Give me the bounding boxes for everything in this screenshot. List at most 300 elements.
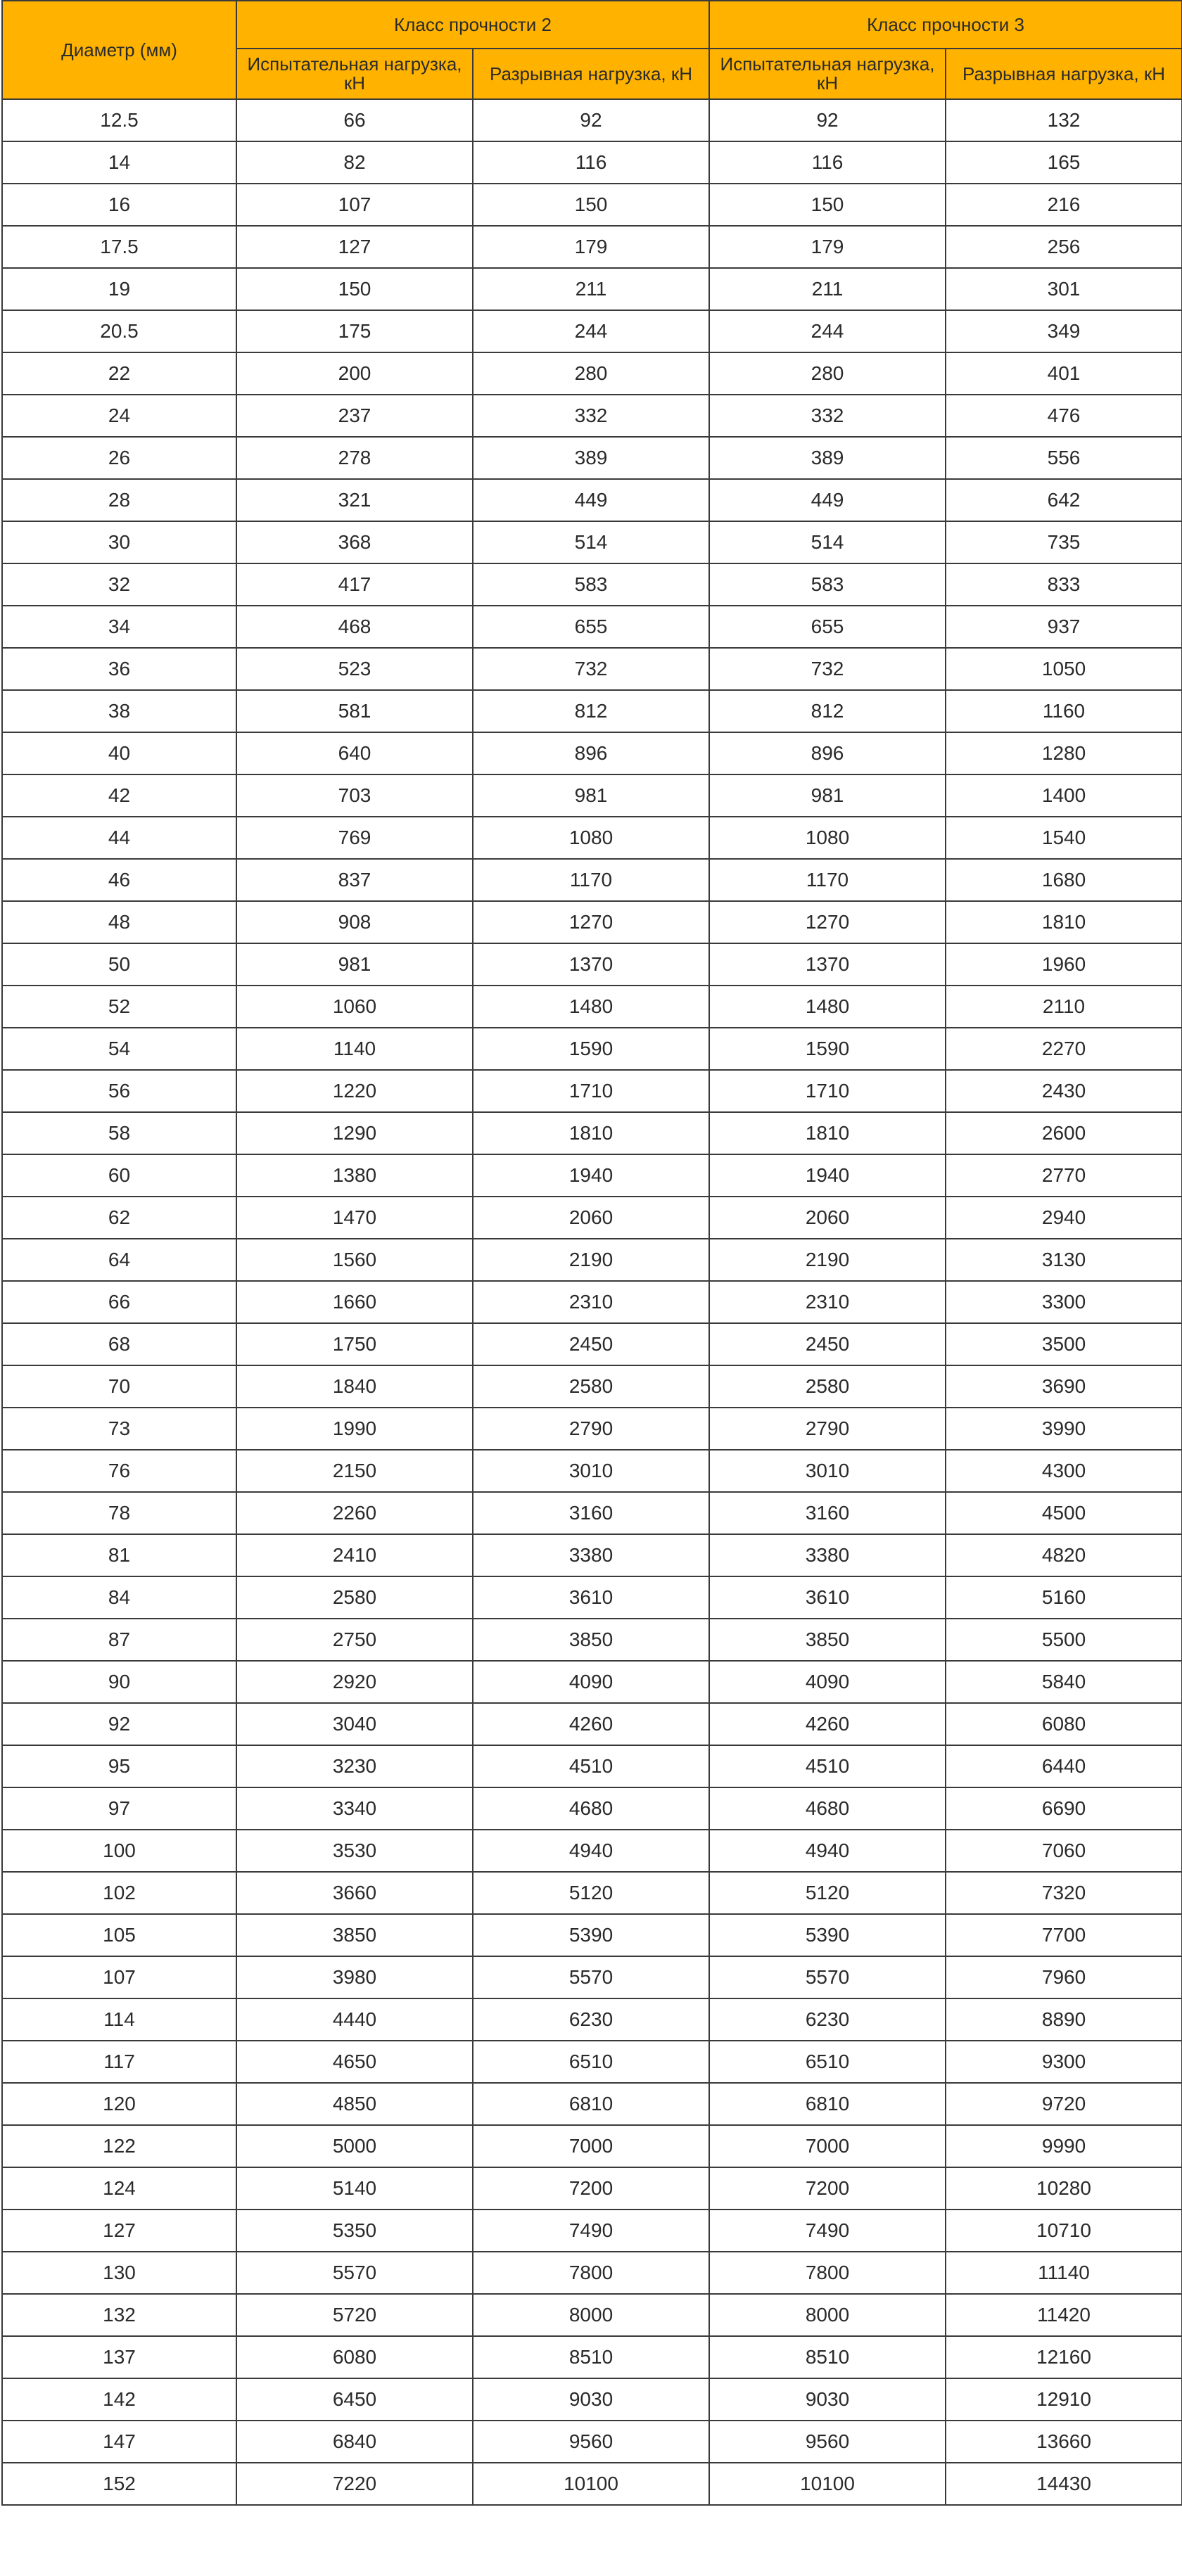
cell-class-2-breaking-load: 2060 bbox=[473, 1197, 709, 1239]
cell-class-2-breaking-load: 3010 bbox=[473, 1450, 709, 1492]
cell-class-3-test-load: 280 bbox=[709, 352, 946, 395]
cell-class-3-breaking-load: 11420 bbox=[946, 2294, 1182, 2336]
table-row bbox=[2, 2463, 1182, 2505]
cell-class-3-breaking-load: 3500 bbox=[946, 1323, 1182, 1365]
cell-class-3-breaking-load: 12160 bbox=[946, 2336, 1182, 2378]
cell-class-2-breaking-load: 1940 bbox=[473, 1154, 709, 1197]
cell-class-2-test-load: 1060 bbox=[236, 986, 473, 1028]
table-row bbox=[2, 1914, 1182, 1956]
cell-diameter: 130 bbox=[2, 2252, 236, 2294]
cell-class-3-breaking-load: 1400 bbox=[946, 774, 1182, 817]
cell-class-2-test-load: 368 bbox=[236, 521, 473, 563]
header-class-2-breaking-load: Разрывная нагрузка, кН bbox=[473, 49, 709, 99]
table-row bbox=[2, 1492, 1182, 1534]
cell-class-3-test-load: 1480 bbox=[709, 986, 946, 1028]
cell-class-2-breaking-load: 4090 bbox=[473, 1661, 709, 1703]
cell-diameter: 34 bbox=[2, 606, 236, 648]
cell-class-3-test-load: 7490 bbox=[709, 2210, 946, 2252]
table-row bbox=[2, 2378, 1182, 2421]
cell-class-3-test-load: 7200 bbox=[709, 2167, 946, 2210]
cell-class-2-breaking-load: 4260 bbox=[473, 1703, 709, 1745]
cell-class-3-test-load: 3160 bbox=[709, 1492, 946, 1534]
cell-class-2-breaking-load: 8000 bbox=[473, 2294, 709, 2336]
cell-class-3-test-load: 1170 bbox=[709, 859, 946, 901]
table-row bbox=[2, 1956, 1182, 1998]
cell-diameter: 127 bbox=[2, 2210, 236, 2252]
cell-class-3-breaking-load: 1280 bbox=[946, 732, 1182, 774]
cell-class-3-breaking-load: 476 bbox=[946, 395, 1182, 437]
cell-diameter: 32 bbox=[2, 563, 236, 606]
cell-class-3-breaking-load: 401 bbox=[946, 352, 1182, 395]
load-table bbox=[1, 0, 1182, 2506]
cell-class-3-test-load: 3380 bbox=[709, 1534, 946, 1576]
cell-diameter: 62 bbox=[2, 1197, 236, 1239]
cell-class-2-test-load: 1140 bbox=[236, 1028, 473, 1070]
cell-class-2-breaking-load: 6230 bbox=[473, 1998, 709, 2041]
table-row bbox=[2, 1872, 1182, 1914]
table-row bbox=[2, 648, 1182, 690]
cell-class-3-breaking-load: 2110 bbox=[946, 986, 1182, 1028]
cell-class-3-breaking-load: 2770 bbox=[946, 1154, 1182, 1197]
cell-class-2-breaking-load: 7490 bbox=[473, 2210, 709, 2252]
cell-diameter: 12.5 bbox=[2, 99, 236, 141]
cell-class-3-breaking-load: 3130 bbox=[946, 1239, 1182, 1281]
header-diameter: Диаметр (мм) bbox=[2, 1, 236, 99]
cell-class-3-test-load: 5390 bbox=[709, 1914, 946, 1956]
cell-class-3-breaking-load: 1160 bbox=[946, 690, 1182, 732]
table-row bbox=[2, 268, 1182, 310]
cell-class-2-test-load: 5000 bbox=[236, 2125, 473, 2167]
table-row bbox=[2, 859, 1182, 901]
cell-class-3-test-load: 812 bbox=[709, 690, 946, 732]
cell-class-3-test-load: 583 bbox=[709, 563, 946, 606]
cell-class-3-breaking-load: 4820 bbox=[946, 1534, 1182, 1576]
cell-class-2-breaking-load: 3380 bbox=[473, 1534, 709, 1576]
cell-class-2-test-load: 4850 bbox=[236, 2083, 473, 2125]
table-row bbox=[2, 2167, 1182, 2210]
cell-diameter: 105 bbox=[2, 1914, 236, 1956]
cell-class-3-breaking-load: 5160 bbox=[946, 1576, 1182, 1619]
header-class-2-test-load: Испытательная нагрузка, кН bbox=[236, 49, 473, 99]
cell-class-2-test-load: 2750 bbox=[236, 1619, 473, 1661]
table-row bbox=[2, 141, 1182, 184]
table-row bbox=[2, 1028, 1182, 1070]
table-row bbox=[2, 563, 1182, 606]
cell-diameter: 52 bbox=[2, 986, 236, 1028]
table-row bbox=[2, 2041, 1182, 2083]
cell-class-2-test-load: 2410 bbox=[236, 1534, 473, 1576]
cell-diameter: 97 bbox=[2, 1787, 236, 1830]
cell-class-2-breaking-load: 449 bbox=[473, 479, 709, 521]
cell-class-3-test-load: 3010 bbox=[709, 1450, 946, 1492]
table-row bbox=[2, 437, 1182, 479]
cell-diameter: 46 bbox=[2, 859, 236, 901]
cell-diameter: 36 bbox=[2, 648, 236, 690]
cell-class-2-test-load: 6450 bbox=[236, 2378, 473, 2421]
table-row bbox=[2, 986, 1182, 1028]
cell-class-3-test-load: 10100 bbox=[709, 2463, 946, 2505]
table-row bbox=[2, 1281, 1182, 1323]
cell-class-3-test-load: 332 bbox=[709, 395, 946, 437]
cell-class-3-test-load: 7800 bbox=[709, 2252, 946, 2294]
cell-class-3-breaking-load: 6690 bbox=[946, 1787, 1182, 1830]
cell-class-3-test-load: 2790 bbox=[709, 1408, 946, 1450]
cell-class-3-breaking-load: 5500 bbox=[946, 1619, 1182, 1661]
cell-class-3-breaking-load: 301 bbox=[946, 268, 1182, 310]
cell-class-2-breaking-load: 896 bbox=[473, 732, 709, 774]
cell-class-3-test-load: 211 bbox=[709, 268, 946, 310]
cell-class-3-breaking-load: 642 bbox=[946, 479, 1182, 521]
cell-class-2-test-load: 5140 bbox=[236, 2167, 473, 2210]
cell-class-3-breaking-load: 3300 bbox=[946, 1281, 1182, 1323]
cell-class-3-breaking-load: 937 bbox=[946, 606, 1182, 648]
cell-diameter: 26 bbox=[2, 437, 236, 479]
cell-class-2-test-load: 981 bbox=[236, 943, 473, 986]
cell-class-3-test-load: 4510 bbox=[709, 1745, 946, 1787]
cell-class-3-breaking-load: 833 bbox=[946, 563, 1182, 606]
cell-class-2-breaking-load: 5570 bbox=[473, 1956, 709, 1998]
cell-diameter: 76 bbox=[2, 1450, 236, 1492]
cell-class-2-test-load: 468 bbox=[236, 606, 473, 648]
table-row bbox=[2, 1154, 1182, 1197]
cell-class-3-test-load: 116 bbox=[709, 141, 946, 184]
cell-class-3-test-load: 150 bbox=[709, 184, 946, 226]
cell-diameter: 124 bbox=[2, 2167, 236, 2210]
cell-class-3-test-load: 244 bbox=[709, 310, 946, 352]
table-row bbox=[2, 352, 1182, 395]
cell-class-2-test-load: 4440 bbox=[236, 1998, 473, 2041]
cell-class-2-test-load: 5720 bbox=[236, 2294, 473, 2336]
cell-class-2-test-load: 1660 bbox=[236, 1281, 473, 1323]
cell-class-3-breaking-load: 12910 bbox=[946, 2378, 1182, 2421]
table-header bbox=[2, 1, 1182, 99]
cell-class-2-test-load: 200 bbox=[236, 352, 473, 395]
table-row bbox=[2, 1619, 1182, 1661]
cell-class-3-breaking-load: 4500 bbox=[946, 1492, 1182, 1534]
cell-class-2-test-load: 3340 bbox=[236, 1787, 473, 1830]
cell-class-2-test-load: 6840 bbox=[236, 2421, 473, 2463]
cell-class-2-breaking-load: 2790 bbox=[473, 1408, 709, 1450]
cell-class-3-test-load: 6510 bbox=[709, 2041, 946, 2083]
table-row bbox=[2, 1576, 1182, 1619]
cell-diameter: 20.5 bbox=[2, 310, 236, 352]
cell-class-3-breaking-load: 9300 bbox=[946, 2041, 1182, 2083]
cell-class-2-test-load: 1470 bbox=[236, 1197, 473, 1239]
cell-class-2-breaking-load: 10100 bbox=[473, 2463, 709, 2505]
cell-class-2-breaking-load: 732 bbox=[473, 648, 709, 690]
cell-class-3-test-load: 389 bbox=[709, 437, 946, 479]
cell-class-2-breaking-load: 981 bbox=[473, 774, 709, 817]
cell-class-2-breaking-load: 116 bbox=[473, 141, 709, 184]
cell-class-2-test-load: 3850 bbox=[236, 1914, 473, 1956]
cell-class-2-test-load: 4650 bbox=[236, 2041, 473, 2083]
cell-diameter: 70 bbox=[2, 1365, 236, 1408]
cell-class-2-test-load: 3660 bbox=[236, 1872, 473, 1914]
cell-diameter: 54 bbox=[2, 1028, 236, 1070]
table-row bbox=[2, 395, 1182, 437]
cell-class-2-breaking-load: 332 bbox=[473, 395, 709, 437]
cell-class-2-test-load: 703 bbox=[236, 774, 473, 817]
cell-class-3-test-load: 5570 bbox=[709, 1956, 946, 1998]
cell-diameter: 90 bbox=[2, 1661, 236, 1703]
cell-diameter: 84 bbox=[2, 1576, 236, 1619]
cell-class-3-test-load: 179 bbox=[709, 226, 946, 268]
cell-diameter: 48 bbox=[2, 901, 236, 943]
table-row bbox=[2, 1998, 1182, 2041]
table-row bbox=[2, 184, 1182, 226]
cell-class-3-breaking-load: 2600 bbox=[946, 1112, 1182, 1154]
cell-diameter: 107 bbox=[2, 1956, 236, 1998]
cell-class-2-breaking-load: 1810 bbox=[473, 1112, 709, 1154]
cell-class-3-breaking-load: 10280 bbox=[946, 2167, 1182, 2210]
header-class-3-test-load: Испытательная нагрузка, кН bbox=[709, 49, 946, 99]
cell-class-3-test-load: 2310 bbox=[709, 1281, 946, 1323]
table-row bbox=[2, 310, 1182, 352]
cell-class-3-breaking-load: 2430 bbox=[946, 1070, 1182, 1112]
cell-class-2-breaking-load: 4680 bbox=[473, 1787, 709, 1830]
cell-class-3-breaking-load: 3690 bbox=[946, 1365, 1182, 1408]
table-row bbox=[2, 1661, 1182, 1703]
cell-class-2-test-load: 127 bbox=[236, 226, 473, 268]
cell-class-2-test-load: 2150 bbox=[236, 1450, 473, 1492]
header-class-3-breaking-load: Разрывная нагрузка, кН bbox=[946, 49, 1182, 99]
cell-class-2-test-load: 1220 bbox=[236, 1070, 473, 1112]
table-row bbox=[2, 1450, 1182, 1492]
cell-class-3-breaking-load: 165 bbox=[946, 141, 1182, 184]
cell-diameter: 147 bbox=[2, 2421, 236, 2463]
header-class-3: Класс прочности 3 bbox=[709, 1, 1182, 49]
cell-class-2-test-load: 237 bbox=[236, 395, 473, 437]
cell-class-3-breaking-load: 7700 bbox=[946, 1914, 1182, 1956]
cell-class-2-test-load: 3980 bbox=[236, 1956, 473, 1998]
cell-class-2-test-load: 1750 bbox=[236, 1323, 473, 1365]
cell-class-3-test-load: 8510 bbox=[709, 2336, 946, 2378]
cell-diameter: 152 bbox=[2, 2463, 236, 2505]
table-row bbox=[2, 1239, 1182, 1281]
cell-diameter: 92 bbox=[2, 1703, 236, 1745]
cell-diameter: 42 bbox=[2, 774, 236, 817]
cell-class-3-test-load: 7000 bbox=[709, 2125, 946, 2167]
cell-class-3-breaking-load: 7960 bbox=[946, 1956, 1182, 1998]
cell-class-3-test-load: 1940 bbox=[709, 1154, 946, 1197]
table-row bbox=[2, 2336, 1182, 2378]
table-row bbox=[2, 943, 1182, 986]
cell-diameter: 73 bbox=[2, 1408, 236, 1450]
cell-class-2-test-load: 2260 bbox=[236, 1492, 473, 1534]
cell-diameter: 95 bbox=[2, 1745, 236, 1787]
cell-class-2-breaking-load: 9030 bbox=[473, 2378, 709, 2421]
cell-class-3-breaking-load: 14430 bbox=[946, 2463, 1182, 2505]
cell-class-2-breaking-load: 1080 bbox=[473, 817, 709, 859]
table-row bbox=[2, 1070, 1182, 1112]
cell-class-2-breaking-load: 92 bbox=[473, 99, 709, 141]
cell-class-2-breaking-load: 389 bbox=[473, 437, 709, 479]
table-body bbox=[2, 99, 1182, 2505]
cell-class-3-breaking-load: 1960 bbox=[946, 943, 1182, 986]
table-row bbox=[2, 1112, 1182, 1154]
cell-diameter: 19 bbox=[2, 268, 236, 310]
cell-class-2-breaking-load: 1590 bbox=[473, 1028, 709, 1070]
cell-class-3-test-load: 655 bbox=[709, 606, 946, 648]
table-row bbox=[2, 1365, 1182, 1408]
cell-diameter: 68 bbox=[2, 1323, 236, 1365]
cell-diameter: 66 bbox=[2, 1281, 236, 1323]
header-class-2: Класс прочности 2 bbox=[236, 1, 709, 49]
cell-class-3-breaking-load: 1680 bbox=[946, 859, 1182, 901]
cell-class-3-test-load: 732 bbox=[709, 648, 946, 690]
cell-diameter: 17.5 bbox=[2, 226, 236, 268]
cell-class-3-breaking-load: 1810 bbox=[946, 901, 1182, 943]
cell-class-2-test-load: 5350 bbox=[236, 2210, 473, 2252]
table-row bbox=[2, 2421, 1182, 2463]
table-row bbox=[2, 606, 1182, 648]
cell-class-2-breaking-load: 1170 bbox=[473, 859, 709, 901]
cell-class-3-test-load: 1710 bbox=[709, 1070, 946, 1112]
cell-class-2-breaking-load: 3160 bbox=[473, 1492, 709, 1534]
cell-class-3-test-load: 1080 bbox=[709, 817, 946, 859]
cell-class-2-test-load: 82 bbox=[236, 141, 473, 184]
cell-diameter: 120 bbox=[2, 2083, 236, 2125]
cell-class-2-breaking-load: 2450 bbox=[473, 1323, 709, 1365]
table-row bbox=[2, 774, 1182, 817]
table-row bbox=[2, 2294, 1182, 2336]
cell-class-2-breaking-load: 4940 bbox=[473, 1830, 709, 1872]
cell-class-3-test-load: 1370 bbox=[709, 943, 946, 986]
table-row bbox=[2, 479, 1182, 521]
cell-class-3-test-load: 92 bbox=[709, 99, 946, 141]
cell-class-3-test-load: 6230 bbox=[709, 1998, 946, 2041]
cell-class-2-test-load: 417 bbox=[236, 563, 473, 606]
cell-class-2-breaking-load: 6510 bbox=[473, 2041, 709, 2083]
cell-class-2-breaking-load: 655 bbox=[473, 606, 709, 648]
cell-class-3-test-load: 9560 bbox=[709, 2421, 946, 2463]
cell-class-3-breaking-load: 4300 bbox=[946, 1450, 1182, 1492]
cell-diameter: 60 bbox=[2, 1154, 236, 1197]
cell-diameter: 58 bbox=[2, 1112, 236, 1154]
cell-class-3-test-load: 4260 bbox=[709, 1703, 946, 1745]
cell-class-3-test-load: 896 bbox=[709, 732, 946, 774]
cell-diameter: 102 bbox=[2, 1872, 236, 1914]
cell-diameter: 81 bbox=[2, 1534, 236, 1576]
cell-diameter: 87 bbox=[2, 1619, 236, 1661]
table-row bbox=[2, 1323, 1182, 1365]
cell-class-3-test-load: 2190 bbox=[709, 1239, 946, 1281]
cell-class-2-breaking-load: 2580 bbox=[473, 1365, 709, 1408]
cell-class-2-breaking-load: 244 bbox=[473, 310, 709, 352]
cell-class-3-breaking-load: 10710 bbox=[946, 2210, 1182, 2252]
cell-class-3-test-load: 6810 bbox=[709, 2083, 946, 2125]
table-row bbox=[2, 1745, 1182, 1787]
cell-class-2-test-load: 1380 bbox=[236, 1154, 473, 1197]
table-row bbox=[2, 1787, 1182, 1830]
cell-diameter: 50 bbox=[2, 943, 236, 986]
cell-class-3-breaking-load: 2940 bbox=[946, 1197, 1182, 1239]
cell-class-2-breaking-load: 7200 bbox=[473, 2167, 709, 2210]
cell-diameter: 16 bbox=[2, 184, 236, 226]
table-row bbox=[2, 901, 1182, 943]
cell-class-2-breaking-load: 1370 bbox=[473, 943, 709, 986]
cell-class-2-test-load: 5570 bbox=[236, 2252, 473, 2294]
cell-class-3-test-load: 9030 bbox=[709, 2378, 946, 2421]
cell-class-2-breaking-load: 3850 bbox=[473, 1619, 709, 1661]
cell-diameter: 40 bbox=[2, 732, 236, 774]
cell-class-2-breaking-load: 6810 bbox=[473, 2083, 709, 2125]
cell-class-3-test-load: 4680 bbox=[709, 1787, 946, 1830]
cell-diameter: 142 bbox=[2, 2378, 236, 2421]
cell-class-3-breaking-load: 132 bbox=[946, 99, 1182, 141]
cell-class-2-test-load: 837 bbox=[236, 859, 473, 901]
cell-class-2-breaking-load: 8510 bbox=[473, 2336, 709, 2378]
cell-diameter: 30 bbox=[2, 521, 236, 563]
cell-class-3-breaking-load: 7320 bbox=[946, 1872, 1182, 1914]
cell-class-3-breaking-load: 6440 bbox=[946, 1745, 1182, 1787]
cell-class-2-test-load: 1840 bbox=[236, 1365, 473, 1408]
cell-class-2-breaking-load: 280 bbox=[473, 352, 709, 395]
table-row bbox=[2, 1197, 1182, 1239]
cell-class-2-breaking-load: 812 bbox=[473, 690, 709, 732]
cell-diameter: 78 bbox=[2, 1492, 236, 1534]
cell-class-3-test-load: 4090 bbox=[709, 1661, 946, 1703]
cell-class-2-breaking-load: 2310 bbox=[473, 1281, 709, 1323]
cell-class-3-test-load: 2060 bbox=[709, 1197, 946, 1239]
cell-class-2-test-load: 175 bbox=[236, 310, 473, 352]
cell-class-2-breaking-load: 2190 bbox=[473, 1239, 709, 1281]
cell-class-3-breaking-load: 1050 bbox=[946, 648, 1182, 690]
cell-class-2-breaking-load: 150 bbox=[473, 184, 709, 226]
cell-class-2-breaking-load: 1480 bbox=[473, 986, 709, 1028]
cell-class-3-test-load: 2450 bbox=[709, 1323, 946, 1365]
table-row bbox=[2, 732, 1182, 774]
cell-class-2-test-load: 6080 bbox=[236, 2336, 473, 2378]
cell-class-3-breaking-load: 9720 bbox=[946, 2083, 1182, 2125]
cell-class-3-breaking-load: 556 bbox=[946, 437, 1182, 479]
table-row bbox=[2, 99, 1182, 141]
cell-class-2-breaking-load: 5120 bbox=[473, 1872, 709, 1914]
cell-class-3-test-load: 514 bbox=[709, 521, 946, 563]
cell-class-2-test-load: 321 bbox=[236, 479, 473, 521]
cell-class-3-test-load: 3850 bbox=[709, 1619, 946, 1661]
table-row bbox=[2, 817, 1182, 859]
cell-class-3-breaking-load: 9990 bbox=[946, 2125, 1182, 2167]
cell-diameter: 114 bbox=[2, 1998, 236, 2041]
cell-class-2-test-load: 107 bbox=[236, 184, 473, 226]
cell-class-2-breaking-load: 1710 bbox=[473, 1070, 709, 1112]
cell-diameter: 137 bbox=[2, 2336, 236, 2378]
cell-class-2-test-load: 769 bbox=[236, 817, 473, 859]
cell-class-2-breaking-load: 7000 bbox=[473, 2125, 709, 2167]
cell-class-2-breaking-load: 211 bbox=[473, 268, 709, 310]
cell-diameter: 56 bbox=[2, 1070, 236, 1112]
cell-class-2-test-load: 3530 bbox=[236, 1830, 473, 1872]
cell-class-2-test-load: 640 bbox=[236, 732, 473, 774]
table-row bbox=[2, 226, 1182, 268]
cell-class-2-breaking-load: 9560 bbox=[473, 2421, 709, 2463]
cell-class-2-breaking-load: 179 bbox=[473, 226, 709, 268]
cell-class-3-breaking-load: 11140 bbox=[946, 2252, 1182, 2294]
cell-class-3-breaking-load: 5840 bbox=[946, 1661, 1182, 1703]
cell-diameter: 64 bbox=[2, 1239, 236, 1281]
cell-class-2-test-load: 1560 bbox=[236, 1239, 473, 1281]
cell-class-3-test-load: 1590 bbox=[709, 1028, 946, 1070]
cell-diameter: 132 bbox=[2, 2294, 236, 2336]
cell-class-2-breaking-load: 3610 bbox=[473, 1576, 709, 1619]
cell-class-2-test-load: 7220 bbox=[236, 2463, 473, 2505]
cell-class-3-breaking-load: 216 bbox=[946, 184, 1182, 226]
table-row bbox=[2, 2210, 1182, 2252]
cell-class-3-breaking-load: 735 bbox=[946, 521, 1182, 563]
cell-class-2-test-load: 581 bbox=[236, 690, 473, 732]
cell-class-3-test-load: 449 bbox=[709, 479, 946, 521]
